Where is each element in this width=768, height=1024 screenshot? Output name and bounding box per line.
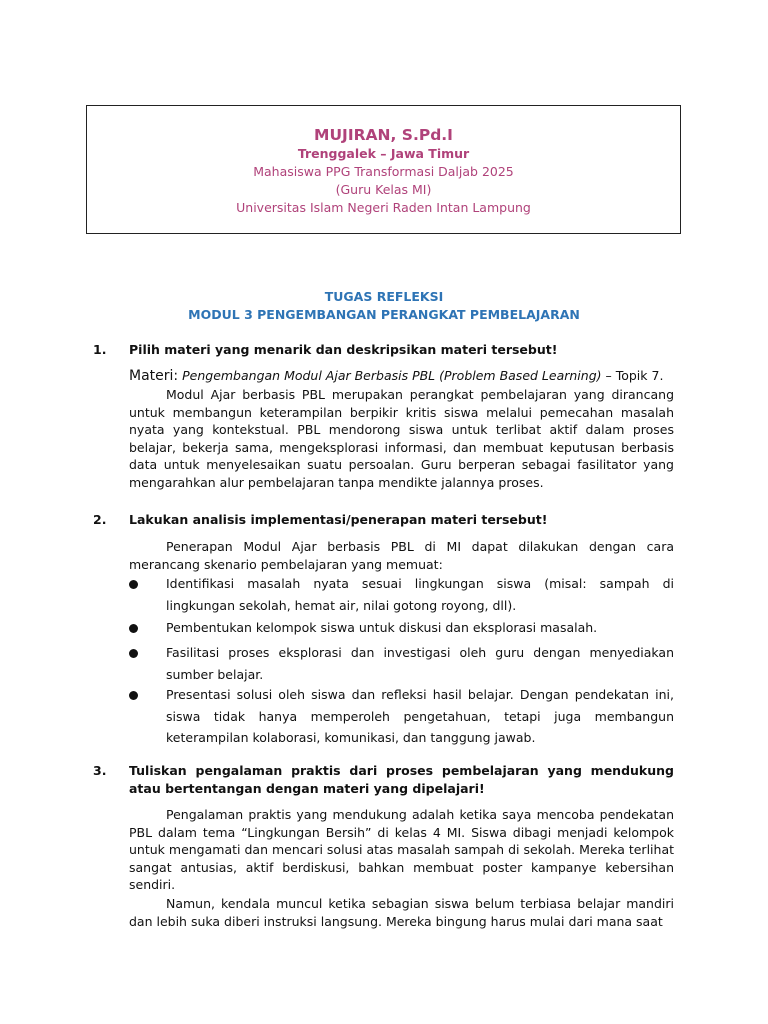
materi-suffix: – Topik 7. (601, 368, 664, 383)
document-title (86, 288, 682, 324)
author-name: MUJIRAN, S.Pd.I (314, 126, 453, 144)
question-number: 3. (93, 763, 107, 778)
title-line-1: TUGAS REFLEKSI (324, 289, 444, 304)
bullet-icon (129, 580, 138, 589)
materi-title: Pengembangan Modul Ajar Berbasis PBL (Problem Based Learning) (182, 368, 602, 383)
answer-1-paragraph: Modul Ajar berbasis PBL merupakan perangkat pembelajaran yang dirancang untuk membangun keterampilan berpikir kritis siswa melalui pemecahan masalah nyata yang kontekstual. PBL mendorong siswa untuk terlibat aktif dalam proses belajar, bekerja sama, mengeksplorasi informasi, dan membuat keputusan berbasis data untuk menyelesaikan suatu persoalan. Guru berperan sebagai fasilitator yang mengarahkan alur pembelajaran tanpa mendikte jalannya proses. (129, 387, 674, 490)
answer-3-paragraph-2: Namun, kendala muncul ketika sebagian siswa belum terbiasa belajar mandiri dan lebih suka diberi instruksi langsung. Mereka bingung harus mulai dari mana saat (129, 896, 674, 929)
bullet-icon (129, 624, 138, 633)
list-item (129, 573, 674, 616)
author-program: Mahasiswa PPG Transformasi Daljab 2025 (253, 164, 514, 179)
author-region: Trenggalek – Jawa Timur (297, 146, 470, 161)
materi-label: Materi: (129, 368, 179, 384)
author-university: Universitas Islam Negeri Raden Intan Lampung (236, 200, 531, 215)
question-2 (93, 511, 674, 529)
question-text: Tuliskan pengalaman praktis dari proses pembelajaran yang mendukung atau bertentangan dengan materi yang dipelajari! (129, 763, 674, 796)
bullet-icon (129, 691, 138, 700)
answer-1-materi (129, 367, 674, 386)
list-item-text: Identifikasi masalah nyata sesuai lingkungan siswa (misal: sampah di lingkungan sekolah, hemat air, nilai gotong royong, dll). (166, 576, 674, 613)
question-number: 2. (93, 512, 107, 527)
list-item-text: Presentasi solusi oleh siswa dan refleksi hasil belajar. Dengan pendekatan ini, siswa tidak hanya memperoleh pengetahuan, tetapi juga membangun keterampilan kolaborasi, komunikasi, dan tanggung jawab. (166, 687, 674, 745)
list-item (129, 684, 674, 749)
question-3 (93, 762, 674, 798)
list-item-text: Fasilitasi proses eksplorasi dan investigasi oleh guru dengan menyediakan sumber belajar. (166, 645, 674, 682)
question-1 (93, 341, 674, 359)
title-line-2: MODUL 3 PENGEMBANGAN PERANGKAT PEMBELAJARAN (188, 307, 580, 322)
bullet-icon (129, 649, 138, 658)
author-role: (Guru Kelas MI) (335, 182, 432, 197)
list-item-text: Pembentukan kelompok siswa untuk diskusi dan eksplorasi masalah. (166, 620, 598, 635)
question-number: 1. (93, 342, 107, 357)
list-item (129, 642, 674, 685)
question-text: Pilih materi yang menarik dan deskripsikan materi tersebut! (129, 342, 558, 357)
author-header-box (86, 105, 681, 234)
list-item (129, 617, 674, 639)
question-text: Lakukan analisis implementasi/penerapan materi tersebut! (129, 512, 548, 527)
answer-2-intro: Penerapan Modul Ajar berbasis PBL di MI dapat dilakukan dengan cara merancang skenario pembelajaran yang memuat: (129, 539, 674, 572)
answer-3-paragraph-1: Pengalaman praktis yang mendukung adalah ketika saya mencoba pendekatan PBL dalam tema “Lingkungan Bersih” di kelas 4 MI. Siswa dibagi menjadi kelompok untuk mengamati dan mencari solusi atas masalah sampah di sekolah. Mereka terlihat sangat antusias, aktif berdiskusi, bahkan membuat poster kampanye kebersihan sendiri. (129, 807, 674, 893)
